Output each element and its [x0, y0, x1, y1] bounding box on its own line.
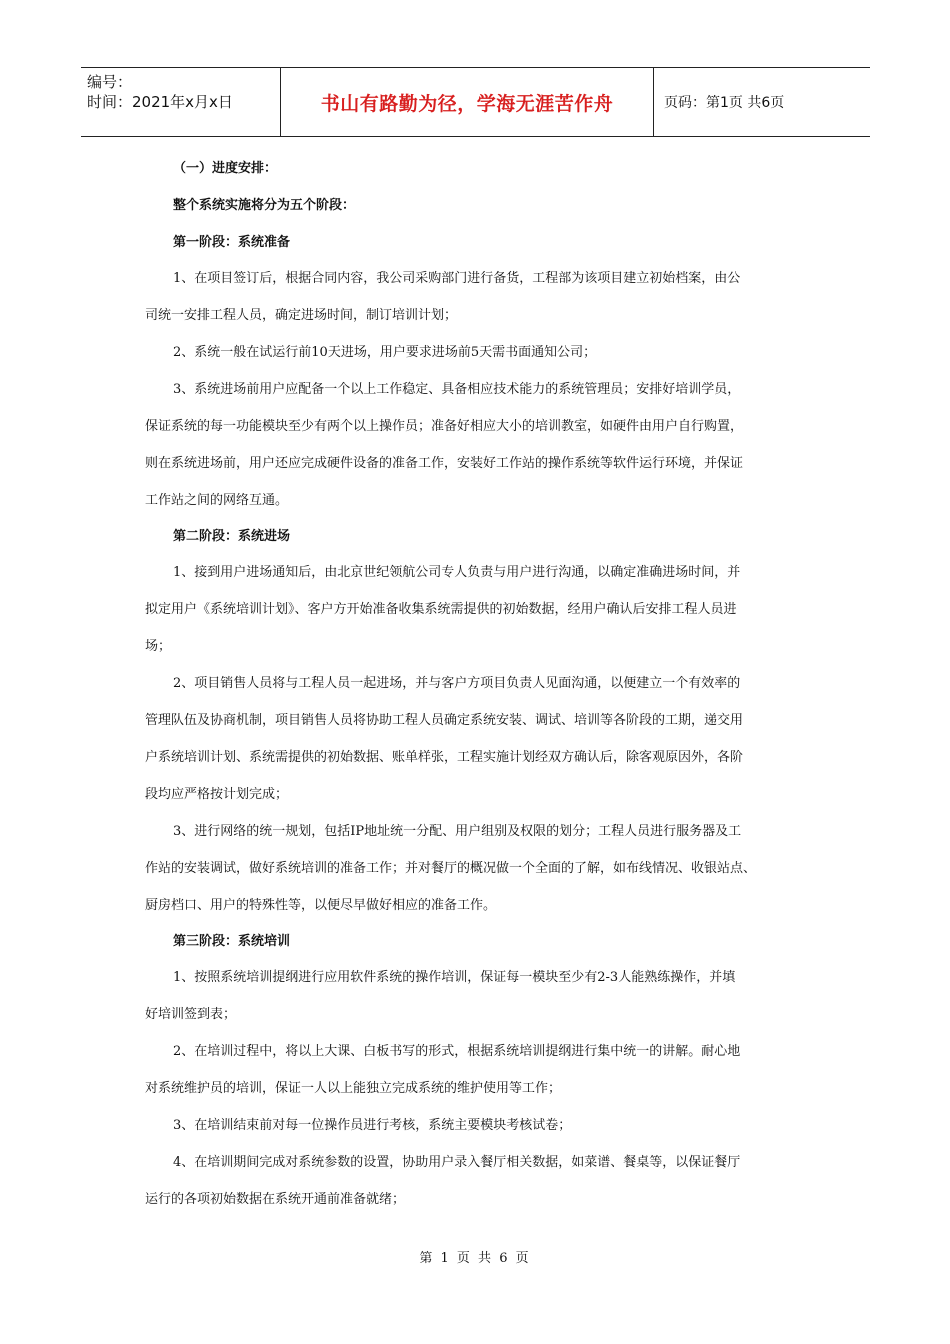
paragraph-line: 段均应严格按计划完成； [145, 787, 289, 802]
paragraph-line: 厨房档口、用户的特殊性等，以便尽早做好相应的准备工作。 [145, 898, 497, 913]
paragraph-line: 对系统维护员的培训，保证一人以上能独立完成系统的维护使用等工作； [145, 1081, 562, 1096]
header-meta-cell [81, 68, 281, 136]
stage3-title: 第三阶段：系统培训 [173, 934, 291, 949]
page-header [81, 67, 870, 137]
paragraph-line: 运行的各项初始数据在系统开通前准备就绪； [145, 1192, 406, 1207]
paragraph-line: 1、在项目签订后，根据合同内容，我公司采购部门进行备货，工程部为该项目建立初始档案，由公 [173, 271, 741, 286]
paragraph-line: 2、在培训过程中，将以上大课、白板书写的形式，根据系统培训提纲进行集中统一的讲解。耐心地 [173, 1044, 741, 1059]
paragraph-line: 户系统培训计划、系统需提供的初始数据、账单样张，工程实施计划经双方确认后，除客观原因外，各阶 [145, 750, 744, 765]
time-label: 时间：2021年x月x日 [87, 93, 233, 111]
paragraph-line: 场； [145, 639, 172, 654]
stage1-title: 第一阶段：系统准备 [173, 235, 291, 250]
motto-text: 书山有路勤为径，学海无涯苦作舟 [320, 92, 614, 115]
page-info: 页码：第1页 共6页 [664, 95, 785, 111]
intro-text: 整个系统实施将分为五个阶段： [173, 198, 356, 213]
paragraph-line: 工作站之间的网络互通。 [145, 493, 289, 508]
paragraph-line: 4、在培训期间完成对系统参数的设置，协助用户录入餐厅相关数据，如菜谱、餐桌等，以保证餐厅 [173, 1155, 741, 1170]
footer-page-number: 第 1 页 共 6 页 [419, 1251, 531, 1266]
paragraph-line: 3、进行网络的统一规划，包括IP地址统一分配、用户组别及权限的划分；工程人员进行服务器及工 [173, 824, 742, 839]
page-footer [0, 1247, 950, 1266]
paragraph-line: 作站的安装调试，做好系统培训的准备工作；并对餐厅的概况做一个全面的了解，如布线情况、收银站点、 [145, 861, 757, 876]
paragraph-line: 司统一安排工程人员，确定进场时间，制订培训计划； [145, 308, 458, 323]
paragraph-line: 则在系统进场前，用户还应完成硬件设备的准备工作，安装好工作站的操作系统等软件运行环境，并保证 [145, 456, 744, 471]
paragraph-line: 保证系统的每一功能模块至少有两个以上操作员；准备好相应大小的培训教室，如硬件由用户自行购置， [145, 419, 744, 434]
paragraph-line: 2、项目销售人员将与工程人员一起进场，并与客户方项目负责人见面沟通，以便建立一个有效率的 [173, 676, 741, 691]
paragraph-line: 1、按照系统培训提纲进行应用软件系统的操作培训，保证每一模块至少有2-3人能熟练操作，并填 [173, 970, 736, 985]
paragraph-line: 2、系统一般在试运行前10天进场，用户要求进场前5天需书面通知公司； [173, 345, 597, 360]
paragraph-line: 3、系统进场前用户应配备一个以上工作稳定、具备相应技术能力的系统管理员；安排好培训学员， [173, 382, 741, 397]
paragraph-line: 好培训签到表； [145, 1007, 237, 1022]
paragraph-line: 管理队伍及协商机制，项目销售人员将协助工程人员确定系统安装、调试、培训等各阶段的工期，递交用 [145, 713, 744, 728]
section-title: （一）进度安排： [173, 161, 278, 176]
number-label: 编号： [87, 73, 133, 91]
paragraph-line: 拟定用户《系统培训计划》、客户方开始准备收集系统需提供的初始数据，经用户确认后安排工程人员进 [145, 602, 737, 617]
stage2-title: 第二阶段：系统进场 [173, 529, 291, 544]
header-motto-cell [281, 68, 654, 136]
paragraph-line: 3、在培训结束前对每一位操作员进行考核，系统主要模块考核试卷； [173, 1118, 572, 1133]
paragraph-line: 1、接到用户进场通知后，由北京世纪领航公司专人负责与用户进行沟通，以确定准确进场时间，并 [173, 565, 741, 580]
header-page-cell [654, 68, 870, 136]
document-body [145, 158, 813, 1226]
